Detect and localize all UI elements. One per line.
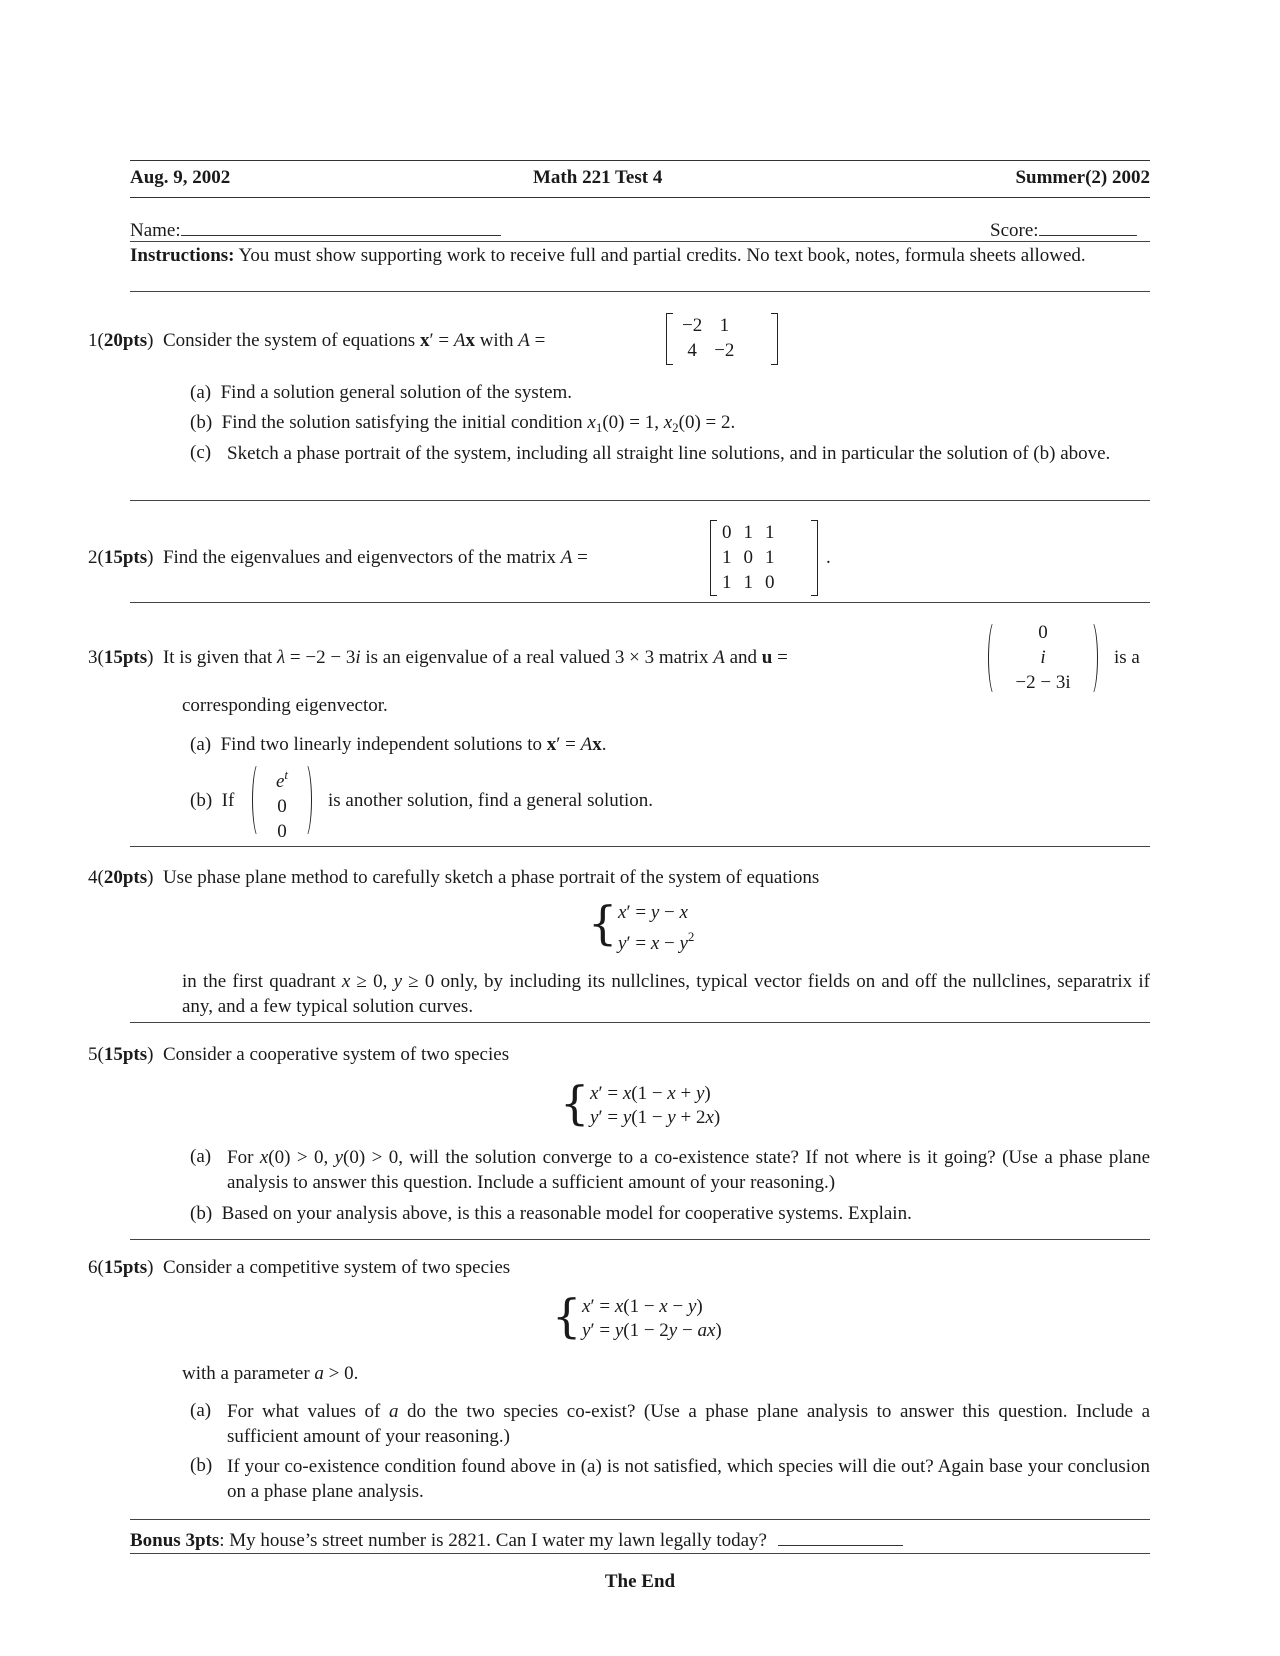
q5-part-b: (b) Based on your analysis above, is this a reasonable model for cooperative systems. Explain.: [190, 1203, 912, 1224]
q4-points: 20pts: [103, 867, 148, 888]
q4-system: x′ = y − x $y' = x - y^2$: [618, 902, 695, 954]
q6-part-a-label: (a): [190, 1400, 212, 1421]
q6-part-b-label: (b): [190, 1455, 213, 1476]
q1-points: 20pts: [103, 330, 148, 351]
q2-matrix: 0 1 1 1 0 1 1 1 0: [710, 520, 818, 596]
name-label: Name:: [130, 220, 181, 241]
q3-part-b: is another solution, find a general solution.: [328, 790, 654, 811]
q3-heading: 3(15pts) It is given that λ = −2 − 3i is an eigenvalue of a real valued 3 × 3 matrix A and u =: [88, 647, 788, 668]
instructions-text: You must show supporting work to receive full and partial credits. No text book, notes, formula sheets allowed.: [234, 245, 1086, 266]
q1-text: Consider the system of equations: [162, 330, 416, 351]
score-blank: [1039, 217, 1137, 236]
name-blank: [181, 217, 501, 236]
instructions-label: Instructions:: [130, 245, 235, 266]
score-label: Score:: [990, 220, 1039, 241]
bonus: [130, 1527, 903, 1553]
q1-part-c: Sketch a phase portrait of the system, including all straight line solutions, and in particular the solution of (b) above.: [227, 443, 1111, 464]
exam-page: Aug. 9, 2002 Math 221 Test 4 Summer(2) 2002 Name: Score: Instructions: You must show supporting work to receive full and partial credits. No text book, notes, formula sheets allowed. 1(20pts) Consider the system of equations x′ = Ax with A = −2 1 4 −2 (a) Find a solution general solution of the system. (b) Find the solution satisfying the initial condition $x_1(0) = 1$, $x_2(0) = 2$. (c) Sketch a phase portrait of the system, including all straight line solutions, and in particular the solution of (b) above. 2(15pts) Find the eigenvalues and eigenvectors of the matrix A = 0 1 1 1 0 1 1 1 0 . 3(15pts) It is given that λ = −2 − 3i is an eigenvalue of a real valued 3 × 3 matrix A and u = 0 i −2 − 3i is a corresponding eigenvector. (a) Find two linearly independent solutions to x′ = Ax. (b) If $e^t$ 0 0 is another solution, find a general solution. 4(20pts) Use phase plane method to carefully sketch a phase portrait of the system of equations { x′ = y − x $y' = x - y^2$ in the first quadrant x ≥ 0, y ≥ 0 only, by including its nullclines, typical vector fields on and off the nullclines, separatrix if any, and a few typical solution curves. 5(15pts) Consider a cooperative system of two species { x′ = x(1 − x + y) y′ = y(1 − y + 2x) (a) For x(0) > 0, y(0) > 0, will the solution converge to a co-existence state? If not where is it going? (Use a phase plane analysis to answer this question. Include a sufficient amount of your reasoning.) (b) Based on your analysis above, is this a reasonable model for cooperative systems. Explain. 6(15pts) Consider a competitive system of two species { x′ = x(1 − x − y) y′ = y(1 − 2y − ax) with a parameter a > 0. (a) For what values of a do the two species co-exist? (Use a phase plane analysis to answer this question. Include a sufficient amount of your reasoning.) (b) If your co-existence condition found above in (a) is not satisfied, which species will die out? Again base your conclusion on a phase plane analysis. Bonus 3pts: My house’s street number is 2821. Can I water my lawn legally today? The End: [0, 0, 1280, 1656]
bonus-text: : My house’s street number is 2821. Can I water my lawn legally today?: [219, 1530, 767, 1551]
bonus-blank: [778, 1527, 903, 1546]
q5-system: x′ = x(1 − x + y) y′ = y(1 − y + 2x): [590, 1083, 721, 1128]
q2-heading: 2(15pts) Find the eigenvalues and eigenvectors of the matrix A =: [88, 547, 588, 568]
q4-rule: [130, 1022, 1150, 1023]
q4-text: Use phase plane method to carefully sketch a phase portrait of the system of equations: [162, 867, 820, 888]
q2-points: 15pts: [103, 547, 148, 568]
q1-part-b: (b) Find the solution satisfying the initial condition $x_1(0) = 1$, $x_2(0) = 2$.: [190, 412, 736, 435]
header-term: Summer(2) 2002: [1015, 167, 1150, 188]
q6-points: 15pts: [103, 1257, 148, 1278]
name-rule: [130, 241, 1150, 242]
the-end: The End: [604, 1571, 676, 1592]
header-rule: [130, 197, 1150, 198]
q3-part-b-if: (b) If: [190, 790, 235, 811]
q6-text: Consider a competitive system of two species: [162, 1257, 511, 1278]
q5-part-a-label: (a): [190, 1146, 212, 1167]
q1-part-a: (a) Find a solution general solution of the system.: [190, 382, 573, 403]
q6-with: with a parameter a > 0.: [182, 1363, 359, 1384]
q2-rule: [130, 602, 1150, 603]
q3-rule: [130, 846, 1150, 847]
top-rule: [130, 160, 1150, 161]
q1-m22: −2: [714, 340, 735, 361]
q5-text: Consider a cooperative system of two species: [162, 1044, 510, 1065]
q1-m12: 1: [719, 315, 730, 336]
q3-vector-b: $e^t$ 0 0: [252, 762, 312, 838]
q6-part-b: If your co-existence condition found above in (a) is not satisfied, which species will die out? Again base your conclusion on a phase plane analysis.: [227, 1456, 1150, 1502]
q6-rule: [130, 1519, 1150, 1520]
q6-system: x′ = x(1 − x − y) y′ = y(1 − 2y − ax): [582, 1296, 722, 1341]
q5-points: 15pts: [103, 1044, 148, 1065]
q1-part-c-label: (c): [190, 442, 212, 463]
header-title: Math 221 Test 4: [533, 167, 663, 188]
name-line: [130, 217, 501, 243]
q1-m21: 4: [687, 340, 697, 361]
q3-vector: 0 i −2 − 3i: [988, 620, 1098, 696]
q6-part-a: For what values of a do the two species co-exist? (Use a phase plane analysis to answer this question. Include a sufficient amount of your reasoning.): [227, 1401, 1151, 1447]
q3-part-a: (a) Find two linearly independent solutions to x′ = Ax.: [190, 734, 607, 755]
q4-after: in the first quadrant x ≥ 0, y ≥ 0 only, by including its nullclines, typical vector fields on and off the nullclines, separatrix if any, and a few typical solution curves.: [182, 971, 1150, 1017]
q3-text-cont: corresponding eigenvector.: [182, 695, 388, 716]
bonus-label: Bonus 3pts: [130, 1530, 220, 1551]
q5-heading: 5(15pts) Consider a cooperative system of two species: [88, 1044, 510, 1065]
q2-text: Find the eigenvalues and eigenvectors of the matrix: [162, 547, 557, 568]
q1-matrix: [666, 313, 778, 365]
q4-heading: 4(20pts) Use phase plane method to carefully sketch a phase portrait of the system of equations: [88, 867, 820, 888]
score-line: [990, 217, 1137, 243]
bonus-rule: [130, 1553, 1150, 1554]
q1-m11: −2: [682, 315, 703, 336]
q1-rule: [130, 500, 1150, 501]
header-date: Aug. 9, 2002: [130, 167, 231, 188]
instructions-rule: [130, 291, 1150, 292]
q6-heading: 6(15pts) Consider a competitive system of two species: [88, 1257, 511, 1278]
q1-heading: 1(20pts) Consider the system of equations x′ = Ax with A =: [88, 330, 546, 351]
instructions: [130, 243, 1150, 268]
q5-rule: [130, 1239, 1150, 1240]
q3-points: 15pts: [103, 647, 148, 668]
q5-part-a: For x(0) > 0, y(0) > 0, will the solution converge to a co-existence state? If not where is it going? (Use a phase plane analysis to answer this question. Include a sufficient amount of your reasoning.): [227, 1147, 1151, 1193]
